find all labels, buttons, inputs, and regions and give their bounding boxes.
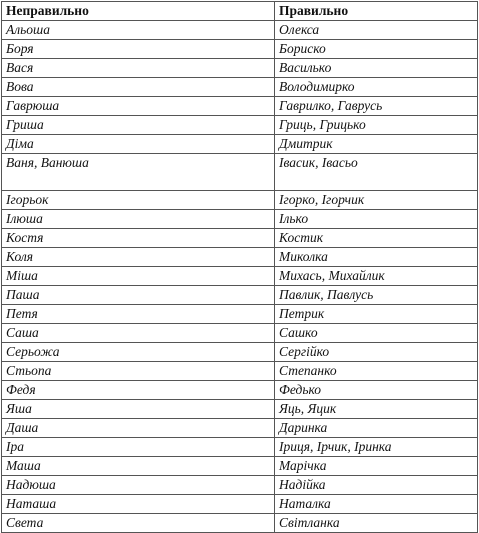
incorrect-name-cell: Коля (2, 248, 275, 267)
correct-name-cell: Світланка (275, 514, 478, 533)
incorrect-name-cell: Ілюша (2, 210, 275, 229)
correct-name-cell: Наталка (275, 495, 478, 514)
incorrect-name-cell: Діма (2, 135, 275, 154)
correct-name-cell: Миколка (275, 248, 478, 267)
table-row (2, 495, 478, 514)
incorrect-name-cell: Саша (2, 324, 275, 343)
table-row (2, 40, 478, 59)
incorrect-name-cell: Гаврюша (2, 97, 275, 116)
table-row (2, 229, 478, 248)
correct-name-cell: Яць, Яцик (275, 400, 478, 419)
incorrect-name-cell: Стьопа (2, 362, 275, 381)
correct-name-cell: Надійка (275, 476, 478, 495)
correct-name-cell: Сашко (275, 324, 478, 343)
correct-name-cell: Сергійко (275, 343, 478, 362)
table-row (2, 78, 478, 97)
incorrect-name-cell: Даша (2, 419, 275, 438)
table-row (2, 21, 478, 40)
correct-name-cell: Іриця, Ірчик, Іринка (275, 438, 478, 457)
table-row (2, 97, 478, 116)
table-row (2, 438, 478, 457)
table-row (2, 135, 478, 154)
incorrect-name-cell: Боря (2, 40, 275, 59)
table-row (2, 476, 478, 495)
table-row (2, 210, 478, 229)
correct-name-cell: Степанко (275, 362, 478, 381)
table-row (2, 248, 478, 267)
correct-name-cell: Федько (275, 381, 478, 400)
incorrect-name-cell: Федя (2, 381, 275, 400)
correct-name-cell: Олекса (275, 21, 478, 40)
table-row (2, 457, 478, 476)
correct-name-cell: Ілько (275, 210, 478, 229)
table-row (2, 116, 478, 135)
correct-name-cell: Михась, Михайлик (275, 267, 478, 286)
header-row (2, 2, 478, 21)
incorrect-name-cell: Костя (2, 229, 275, 248)
incorrect-name-cell: Наташа (2, 495, 275, 514)
correct-name-cell: Марічка (275, 457, 478, 476)
incorrect-name-cell: Вова (2, 78, 275, 97)
correct-name-cell: Даринка (275, 419, 478, 438)
correct-name-cell: Павлик, Павлусь (275, 286, 478, 305)
incorrect-name-cell: Яша (2, 400, 275, 419)
names-table (1, 1, 478, 533)
table-row (2, 381, 478, 400)
correct-name-cell: Бориско (275, 40, 478, 59)
incorrect-name-cell: Міша (2, 267, 275, 286)
correct-name-cell: Володимирко (275, 78, 478, 97)
table-row (2, 362, 478, 381)
incorrect-name-cell: Серьожа (2, 343, 275, 362)
incorrect-name-cell: Вася (2, 59, 275, 78)
correct-name-cell: Петрик (275, 305, 478, 324)
correct-name-cell: Івасик, Івасьо (275, 154, 478, 191)
table-row (2, 324, 478, 343)
header-incorrect: Неправильно (2, 2, 275, 21)
header-correct: Правильно (275, 2, 478, 21)
correct-name-cell: Гаврилко, Гаврусь (275, 97, 478, 116)
table-row (2, 514, 478, 533)
incorrect-name-cell: Света (2, 514, 275, 533)
table-row (2, 419, 478, 438)
correct-name-cell: Дмитрик (275, 135, 478, 154)
incorrect-name-cell: Іра (2, 438, 275, 457)
table-row (2, 59, 478, 78)
table-row (2, 400, 478, 419)
incorrect-name-cell: Петя (2, 305, 275, 324)
incorrect-name-cell: Альоша (2, 21, 275, 40)
table-body (2, 21, 478, 533)
incorrect-name-cell: Гриша (2, 116, 275, 135)
correct-name-cell: Ігорко, Ігорчик (275, 191, 478, 210)
table-row (2, 267, 478, 286)
incorrect-name-cell: Маша (2, 457, 275, 476)
table-row (2, 191, 478, 210)
incorrect-name-cell: Паша (2, 286, 275, 305)
table-row (2, 305, 478, 324)
incorrect-name-cell: Надюша (2, 476, 275, 495)
incorrect-name-cell: Ваня, Ванюша (2, 154, 275, 191)
incorrect-name-cell: Ігорьок (2, 191, 275, 210)
table-row (2, 154, 478, 191)
table-row (2, 286, 478, 305)
table-row (2, 343, 478, 362)
correct-name-cell: Костик (275, 229, 478, 248)
correct-name-cell: Василько (275, 59, 478, 78)
correct-name-cell: Гриць, Грицько (275, 116, 478, 135)
